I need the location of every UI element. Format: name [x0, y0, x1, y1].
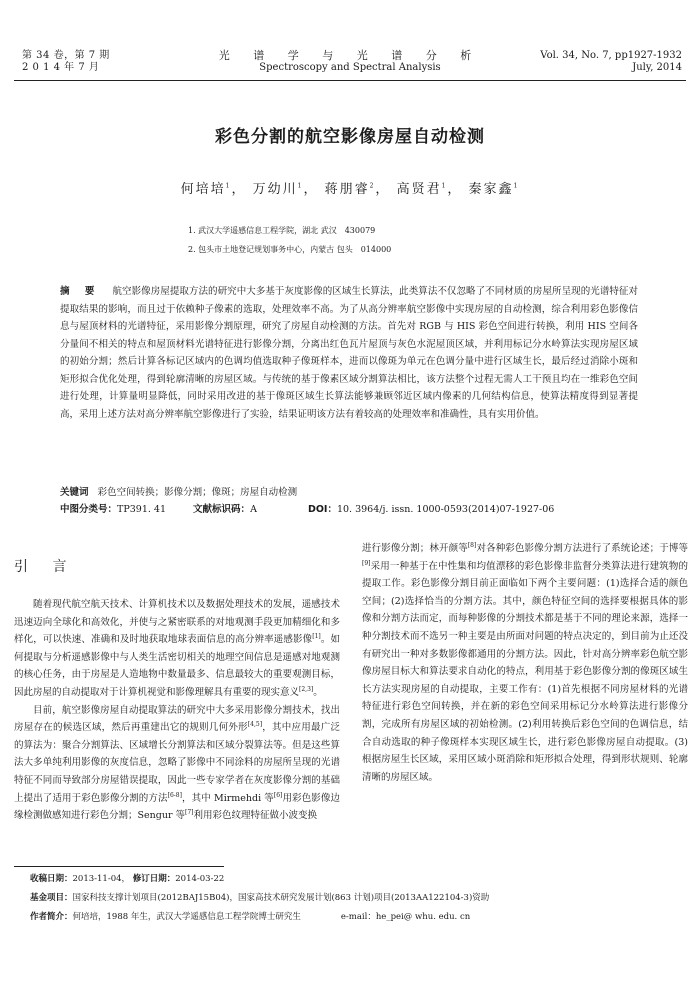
revised-label: 修订日期： [132, 874, 176, 884]
body-column-right [362, 540, 688, 786]
citation: [7] [185, 808, 194, 816]
author: 高贤君 [396, 182, 442, 197]
running-header-center [200, 50, 500, 74]
citation: [1] [312, 633, 321, 641]
paragraph: 目前，航空影像房屋自动提取算法的研究中大多采用影像分割技术，找出房屋存在的候选区域，然后再重建出它的规则几何外形[4,5]，其中应用最广泛的算法为：聚合分割算法、区域增长分割算法和区域分裂算法等。但是这些算法大多单纯利用影像的灰度信息，忽略了影像中不同涂料的房屋所呈现的光谱特征不同而导致部分房屋错误提取，因此一些专家学者在灰度影像分割的基础上提出了适用于彩色影像分割的方法[6-8]，其中 Mirmehdi 等[6]用彩色影像边缘检测做感知进行彩色分割；Sengur 等[7]利用彩色纹理特征做小波变换 [14, 704, 340, 822]
author-affil-mark: 2 [369, 182, 376, 190]
affiliation: 2. 包头市土地登记规划事务中心，内蒙古 包头 014000 [188, 245, 392, 254]
journal-name-en: Spectroscopy and Spectral Analysis [259, 62, 441, 73]
abstract-label: 摘 要 [60, 286, 101, 297]
bio-text: 何培培，1988 年生，武汉大学遥感信息工程学院博士研究生 [72, 912, 301, 922]
citation: [6] [273, 791, 283, 799]
citation: [6-8] [167, 791, 182, 799]
keywords-text: 彩色空间转换；影像分割；像斑；房屋自动检测 [97, 487, 298, 498]
citation: [2,3] [299, 685, 314, 693]
running-header-left [22, 50, 110, 74]
journal-name-cn: 光 谱 学 与 光 谱 分 析 [218, 49, 482, 62]
author: 何培培 [180, 182, 226, 197]
body-column-left [14, 596, 340, 825]
volume-pages-en: Vol. 34, No. 7, pp1927-1932 [540, 50, 682, 61]
doc-code: A [250, 504, 257, 515]
keywords-label: 关键词 [60, 487, 89, 498]
affiliation: 1. 武汉大学遥感信息工程学院，湖北 武汉 430079 [188, 226, 376, 235]
clc-number: TP391. 41 [117, 504, 167, 515]
author-list: 何培培$^1$， 万幼川$^1$， 蒋朋睿$^2$， 高贤君$^1$， 秦家鑫$^1$ [180, 182, 520, 197]
author-affil-mark: 1 [225, 182, 232, 190]
paragraph: 进行影像分割；林开颜等[8]对各种彩色影像分割方法进行了系统论述；于博等[9]采用一种基于在中性集和均值漂移的彩色影像非监督分类算法进行建筑物的提取工作。彩色影像分割目前正面临如下两个主要问题：(1)选择合适的颜色空间；(2)选择恰当的分割方法。其中，颜色特征空间的选择要根据具体的影像和分割方法而定，而每种影像的分割技术都是基于不同的理论来源，选择一种分割技术而不选另一种主要是由所面对问题的特点决定的，到目前为止还没有研究出一种对多数影像都通用的分割方法。因此，针对高分辨率彩色航空影像房屋目标大和算法要求自动化的特点，利用基于彩色影像分割的像斑区域生长方法实现房屋的自动提取，主要工作有：(1)首先根据不同房屋材料的光谱特征进行彩色空间转换，并在新的彩色空间采用标记分水岭算法进行影像分割，完成所有房屋区域的初始检测。(2)利用转换后彩色空间的色调信息，结合自动选取的种子像斑样本实现区域生长，进行彩色影像房屋自动提取。(3)根据房屋生长区域，采用区域小斑消除和矩形拟合处理，得到形状规则、轮廓清晰的房屋区域。 [362, 541, 688, 783]
clc-label: 中图分类号： [60, 504, 118, 515]
classification-line [60, 504, 660, 516]
volume-issue: 第 34 卷，第 7 期 [22, 50, 110, 61]
paper-title: 彩色分割的航空影像房屋自动检测 [215, 127, 485, 147]
doi-label: DOI： [307, 504, 337, 515]
author-affil-mark: 1 [441, 182, 448, 190]
abstract-text: 航空影像房屋提取方法的研究中大多基于灰度影像的区域生长算法，此类算法不仅忽略了不同材质的房屋所呈现的光谱特征对提取结果的影响，而且过于依赖种子像素的选取，处理效率不高。为了从高分辨率航空影像中实现房屋的自动检测，综合利用彩色影像信息与屋顶材料的光谱特征，采用影像分割原理，研究了房屋自动检测的方法。首先对 RGB 与 HIS 彩色空间进行转换，利用 HIS 空间各分量间不相关的特点和屋顶材料光谱特征进行影像分割，分离出红色瓦片屋顶与灰色水泥屋顶区域，并利用标记分水岭算法实现房屋区域的初始分割；然后计算各标记区域内的色调均值选取种子像斑样本，进而以像斑为单元在色调分量中进行区域生长，最后经过消除小斑和矩形拟合优化处理，得到轮廓清晰的房屋区域。与传统的基于像素区域分割算法相比，该方法整个过程无需人工干预且均在一维彩色空间进行处理，计算量明显降低，同时采用改进的基于像斑区域生长算法能够兼顾邻近区域内像素的几何结构信息，使算法精度得到显著提高，采用上述方法对高分辨率航空影像进行了实验，结果证明该方法有着较高的处理效率和准确性，具有实用价值。 [60, 286, 638, 420]
fund-label: 基金项目： [30, 893, 73, 903]
citation: [8] [467, 541, 477, 549]
author: 万幼川 [252, 182, 298, 197]
doi: 10. 3964/j. issn. 1000-0593(2014)07-1927-06 [336, 504, 555, 515]
citation: [9] [362, 559, 371, 567]
author: 秦家鑫 [468, 182, 514, 197]
footnote-fund [30, 893, 680, 904]
section-heading: 引 言 [14, 559, 77, 575]
fund-text: 国家科技支撑计划项目(2012BAJ15B04)，国家高技术研究发展计划(863 计划)项目(2013AA122104-3)资助 [72, 893, 490, 903]
paragraph: 随着现代航空航天技术、计算机技术以及数据处理技术的发展，遥感技术迅速迈向全球化和高效化，并使与之紧密联系的对地观测手段更加精细化和多样化，可以快速、准确和及时地获取地球表面信息的高分辨率遥感影像[1]。如何提取与分析遥感影像中与人类生活密切相关的地理空间信息是遥感对地观测的核心任务，由于房屋是人造地物中数量最多、信息最较大的重要观测目标，因此房屋的自动提取对于计算机视觉和影像理解具有重要的现实意义[2,3]。 [14, 599, 340, 698]
keywords [60, 487, 660, 499]
doc-code-label: 文献标识码： [193, 504, 251, 515]
header-rule [14, 80, 686, 81]
footnote-dates [30, 874, 680, 885]
author-affil-mark: 1 [297, 182, 304, 190]
citation: [4,5] [247, 721, 263, 728]
author-affil-mark: 1 [513, 182, 520, 190]
issue-date: 2 0 1 4 年 7 月 [22, 62, 100, 73]
revised-date: 2014-03-22 [175, 874, 225, 884]
author-email: e-mail：he_pei@ whu. edu. cn [340, 912, 471, 922]
bio-label: 作者简介： [30, 912, 73, 922]
issue-date-en: July, 2014 [632, 62, 682, 73]
received-label: 收稿日期： [30, 874, 73, 884]
running-header-right [540, 50, 682, 74]
received-date: 2013-11-04， [72, 874, 131, 884]
author: 蒋朋睿 [324, 182, 370, 197]
abstract [60, 283, 638, 423]
footnote-bio [30, 912, 680, 923]
footnote-rule [14, 866, 224, 867]
